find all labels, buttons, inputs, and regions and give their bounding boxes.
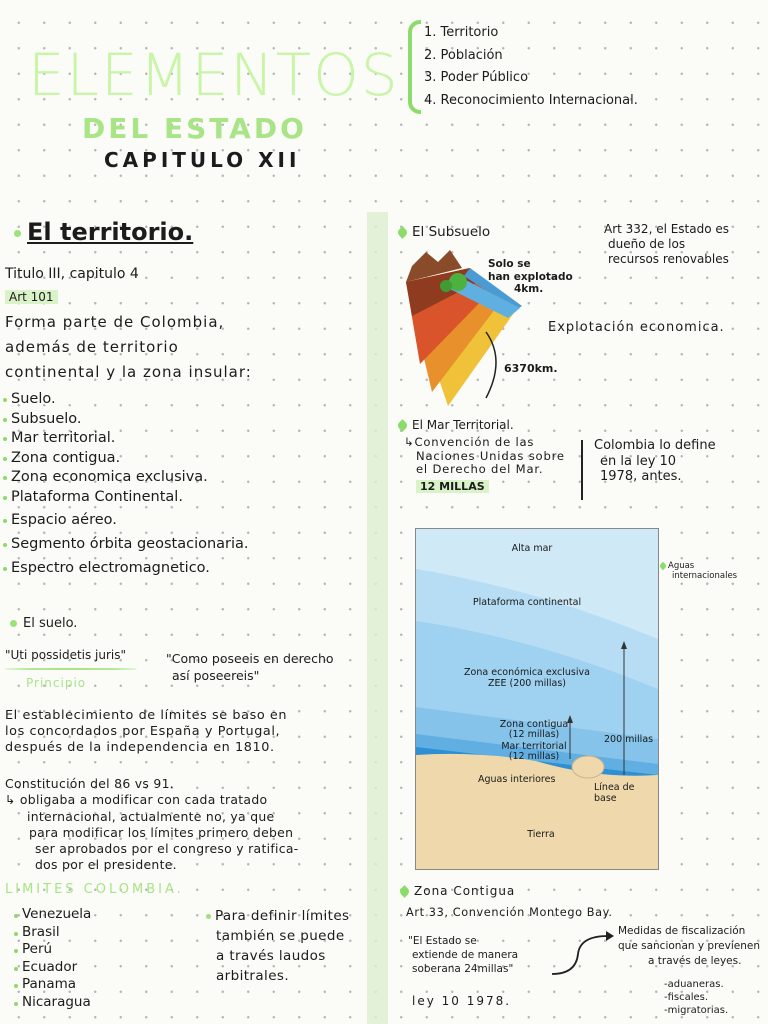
ley-text: ley 10 1978. (412, 994, 512, 1008)
list-item: -fiscales. (664, 992, 709, 1003)
list-item: Espectro electromagnetico. (3, 559, 249, 579)
text-line: que sancionan y previenen (618, 940, 760, 952)
leaf-icon (659, 561, 667, 569)
list-item: 3. Poder Público (424, 70, 529, 85)
tags-list (664, 978, 728, 1017)
text-line: Art 332, el Estado es (604, 222, 730, 236)
list-item: 2. Población (424, 47, 503, 63)
list-item: Zona economica exclusiva. (3, 468, 249, 488)
text-line: Naciones Unidas sobre (416, 448, 565, 463)
list-item: -aduaneras. (664, 979, 724, 990)
diagram-label: Zona contigua (499, 719, 569, 730)
constitucion-text (5, 776, 299, 874)
convencion-text (404, 436, 565, 477)
text-line: han explotado (488, 270, 573, 283)
list-item: Segmento órbita geostacionaria. (3, 535, 249, 555)
mar-heading (398, 418, 514, 432)
text-line: dos por el presidente. (35, 857, 177, 873)
list-item: Panama (14, 976, 91, 994)
text-line: internacionales (672, 570, 738, 581)
art-badge (5, 290, 58, 304)
heading-text: El territorio. (27, 218, 194, 246)
list-item: Perú (14, 941, 91, 959)
territorio-heading (14, 218, 193, 246)
km-label: 6370km. (504, 362, 558, 375)
text-line: Constitución del 86 vs 91. (5, 776, 174, 791)
leaf-icon (398, 885, 411, 898)
text-line: arbitrales. (216, 968, 290, 984)
list-item: Mar territorial. (3, 429, 249, 449)
heading-text: El Subsuelo (412, 224, 491, 240)
establecimiento-text (5, 708, 287, 756)
text-line: El establecimiento de límites se baso en (5, 708, 288, 723)
badge-text: 12 MILLAS (416, 480, 489, 493)
diagram-label: Línea de base (594, 782, 635, 804)
page-title: ELEMENTOS (28, 41, 400, 109)
intro-line: Forma parte de Colombia, (5, 313, 225, 331)
diagram-label: 200 millas (604, 734, 654, 745)
text-line: internacional, actualmente no, ya que (27, 808, 275, 824)
text-line: a través de leyes. (648, 955, 742, 967)
heading-text: Zona Contigua (414, 884, 516, 898)
diagram-label: ZEE (200 millas) (487, 678, 567, 689)
diagram-label: Alta mar (511, 543, 553, 554)
aguas-intl-note (660, 562, 737, 581)
diagram-label: Mar territorial (501, 741, 567, 752)
list-item: Ecuador (14, 959, 91, 977)
column-divider (367, 212, 388, 1024)
vertical-rule (581, 440, 583, 500)
limites-heading: LIMITES COLOMBIA. (5, 882, 184, 897)
depth-bracket (484, 330, 508, 400)
text-line: después de la independencia en 1810. (5, 740, 275, 755)
diagram-label: (12 millas) (508, 751, 560, 762)
text-line: el Derecho del Mar. (416, 462, 544, 476)
laudos-text (206, 906, 349, 986)
text-line: "El Estado se (408, 935, 477, 947)
medidas-text (618, 924, 760, 969)
solo-se-note (488, 258, 573, 296)
territory-items-list (3, 390, 249, 578)
text-line: para modificar los límites primero deben (29, 824, 294, 840)
art332-text (604, 222, 729, 267)
chapter-label: CAPITULO XII (104, 148, 301, 172)
text-span: Para definir límites (215, 908, 350, 924)
explotacion-text: Explotación economica. (548, 320, 725, 335)
text-line: Solo se (488, 258, 531, 270)
uti-underline (5, 668, 137, 670)
diagram-label: Tierra (527, 829, 555, 840)
text-line: 1978, antes. (600, 469, 682, 484)
diagram-label: Zona económica exclusiva (464, 667, 590, 678)
text-line: también se puede (216, 928, 345, 944)
text-line: ser aprobados por el congreso y ratifica- (35, 841, 299, 857)
bullet-dot-icon (206, 914, 211, 919)
leaf-icon (396, 419, 409, 432)
text-span: Aguas (668, 561, 695, 571)
countries-list (14, 906, 91, 1012)
quote-line: así poseereis" (172, 668, 260, 683)
list-item: Zona contigua. (3, 449, 249, 469)
page-subtitle: DEL ESTADO (82, 112, 307, 145)
text-line: a través laudos (216, 948, 326, 964)
bullet-dot-icon (14, 230, 21, 237)
subsuelo-heading (398, 224, 490, 240)
intro-line: continental y la zona insular: (5, 363, 252, 381)
maritime-zones-diagram (415, 528, 659, 870)
list-item: Nicaragua (14, 994, 91, 1012)
suelo-heading (10, 616, 77, 631)
list-item: 4. Reconocimiento Internacional. (424, 92, 638, 108)
list-item: Venezuela (14, 906, 91, 924)
leaf-icon (396, 226, 409, 239)
text-line: extiende de manera (412, 949, 519, 961)
text-line: recursos renovables (608, 252, 729, 266)
heading-text: El suelo. (23, 616, 78, 631)
millas-badge (416, 480, 489, 493)
text-line: dueño de los (608, 237, 686, 251)
text-line: 4km. (514, 283, 544, 295)
intro-text (5, 310, 252, 385)
art33-text: Art 33, Convención Montego Bay. (406, 906, 613, 919)
titulo-text: Titulo III, capitulo 4 (5, 266, 139, 282)
art-badge-text: Art 101 (5, 290, 58, 304)
como-quote (166, 650, 334, 684)
text-line: soberana 24millas" (412, 963, 514, 975)
uti-text: "Uti possidetis juris" (5, 648, 127, 662)
text-line: Colombia lo define (594, 438, 716, 453)
quote-line: "Como poseeis en derecho (166, 651, 334, 666)
diagram-svg (416, 529, 658, 869)
text-line (206, 906, 349, 926)
text-line: los concordados por España y Portugal, (5, 724, 281, 739)
list-item: 1. Territorio (424, 25, 499, 40)
estado-quote (408, 934, 518, 976)
colombia-note (594, 438, 716, 485)
text-line: Medidas de fiscalización (618, 925, 746, 937)
diagram-label: Aguas interiores (478, 774, 556, 785)
intro-line: además de territorio (5, 338, 179, 356)
text-line: en la ley 10 (600, 453, 677, 469)
elements-bracket (408, 20, 421, 114)
elements-list (424, 22, 638, 112)
diagram-label: Plataforma continental (472, 597, 582, 608)
curved-arrow-icon (548, 928, 616, 978)
bullet-dot-icon (10, 620, 17, 627)
text-line: ↳ obligaba a modificar con cada tratado (5, 792, 268, 808)
heading-text: El Mar Territorial. (412, 418, 514, 432)
list-item: Suelo. (3, 390, 249, 410)
list-item: -migratorias. (664, 1005, 729, 1016)
list-item: Plataforma Continental. (3, 488, 249, 508)
list-item: Brasil (14, 924, 91, 942)
diagram-label: (12 millas) (508, 729, 560, 740)
principio-label: Principio (26, 676, 87, 690)
text-line: ↳Convención de las (404, 435, 535, 449)
list-item: Espacio aéreo. (3, 511, 249, 531)
list-item: Subsuelo. (3, 410, 249, 430)
zona-heading (400, 884, 515, 898)
